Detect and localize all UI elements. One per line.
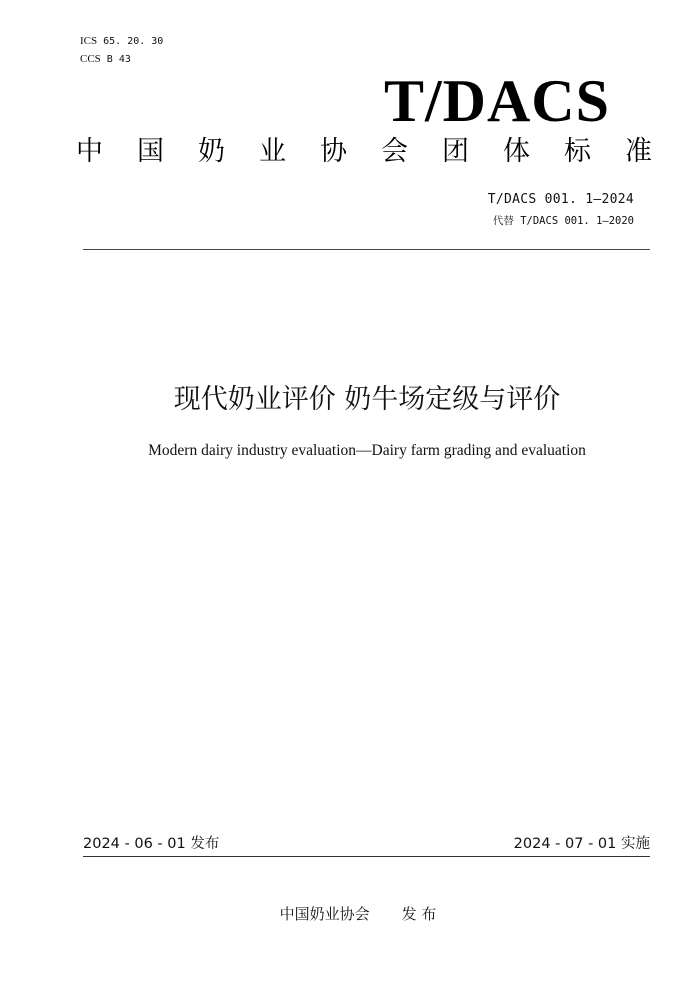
organization-title <box>76 134 652 170</box>
org-char: 团 <box>442 136 469 167</box>
org-char: 标 <box>564 136 591 167</box>
org-char: 中 <box>76 136 103 167</box>
org-char: 协 <box>320 136 347 167</box>
footer-divider <box>83 856 650 857</box>
org-char: 准 <box>625 136 652 167</box>
publish-date: 2024 - 06 - 01 发布 <box>83 836 220 852</box>
standard-logo: T/DACS <box>383 68 610 134</box>
title-english: Modern dairy industry evaluation—Dairy farm grading and evaluation <box>148 442 586 459</box>
implement-date: 2024 - 07 - 01 实施 <box>513 836 650 852</box>
publisher-action: 发 布 <box>401 905 437 923</box>
org-char: 体 <box>503 136 530 167</box>
header-divider <box>83 249 650 250</box>
ics-code <box>80 35 163 48</box>
standard-number: T/DACS 001. 1—2024 <box>487 192 634 207</box>
publisher-name: 中国奶业协会 <box>279 905 370 923</box>
org-char: 奶 <box>198 136 225 167</box>
replaces-standard: 代替 T/DACS 001. 1—2020 <box>492 215 634 227</box>
org-char: 会 <box>381 136 408 167</box>
ccs-value: B 43 <box>106 54 131 65</box>
ccs-label: CCS <box>80 53 101 65</box>
ics-value: 65. 20. 30 <box>103 36 164 47</box>
org-char: 业 <box>259 136 286 167</box>
ccs-code <box>80 53 131 66</box>
title-chinese: 现代奶业评价 奶牛场定级与评价 <box>173 384 561 415</box>
ics-label: ICS <box>80 35 98 47</box>
publisher <box>0 904 700 924</box>
org-char: 国 <box>137 136 164 167</box>
